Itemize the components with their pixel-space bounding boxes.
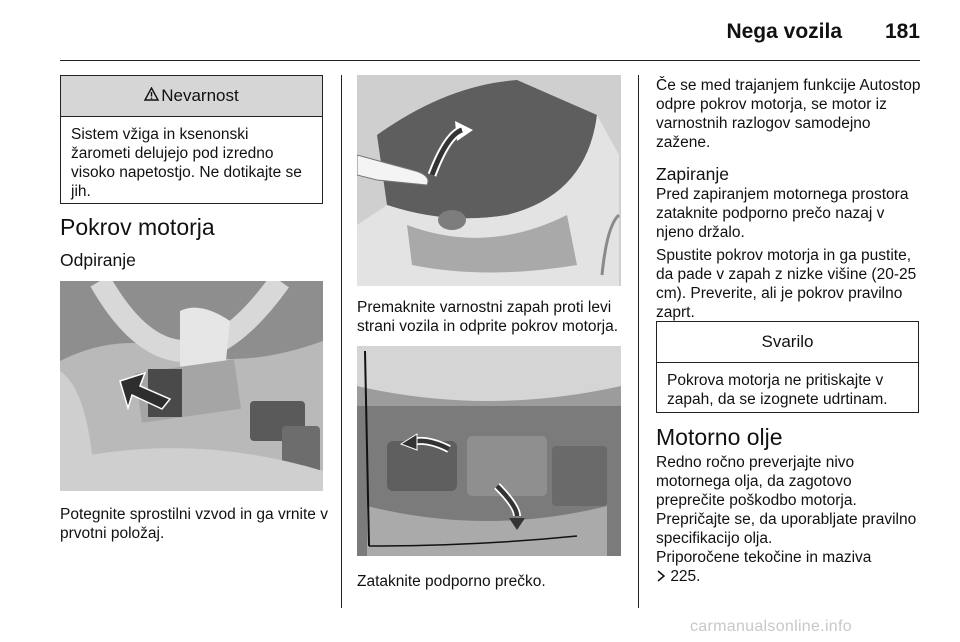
subheading-odpiranje: Odpiranje: [60, 250, 136, 270]
header-rule: [60, 60, 920, 61]
closing-paragraph-1: Pred zapiranjem motornega prostora zataknite podporno prečo nazaj v njeno držalo.: [656, 186, 909, 241]
caption-support-rod: Zataknite podporno prečko.: [357, 573, 546, 590]
closing-paragraph-2: Spustite pokrov motorja in ga pustite, da pade v zapah z nizke višine (20-25 cm). Preverite, ali je pokrov pravilno zaprt.: [656, 247, 917, 321]
support-rod-illustration: [357, 346, 621, 556]
oil-reference-page: 225.: [670, 568, 701, 585]
hood-opening-illustration: [357, 75, 621, 286]
caution-box: [656, 321, 919, 413]
section-title: Nega vozila: [726, 20, 842, 43]
watermark: carmanualsonline.info: [690, 618, 852, 635]
release-lever-illustration: [60, 281, 323, 491]
heading-pokrov-motorja: Pokrov motorja: [60, 214, 215, 240]
caution-box-text: Pokrova motorja ne pritiskajte v zapah, da se izognete udrtinam.: [667, 372, 888, 408]
caption-hood-opening: Premaknite varnostni zapah proti levi strani vozila in odprite pokrov motorja.: [357, 299, 619, 335]
caption-release-lever: Potegnite sprostilni vzvod in ga vrnite v prvotni položaj.: [60, 506, 328, 542]
column-divider-2: [638, 75, 639, 608]
danger-box: [60, 75, 323, 204]
column-divider-1: [341, 75, 342, 608]
caution-box-header: Svarilo: [657, 322, 918, 363]
danger-box-text: Sistem vžiga in ksenonski žarometi delujejo pod izredno visoko napetostjo. Ne dotikajte se jih.: [71, 126, 302, 200]
subheading-zapiranje: Zapiranje: [656, 164, 729, 184]
oil-paragraph: Redno ročno preverjajte nivo motornega olja, da zagotovo preprečite poškodbo motorja. Prepričajte se, da uporabljate pravilno specifikacijo olja.: [656, 454, 917, 547]
danger-box-title: Nevarnost: [161, 86, 239, 105]
page-reference-icon: [656, 568, 670, 585]
danger-box-header: [61, 76, 322, 117]
warning-triangle-icon: [144, 77, 159, 117]
heading-motorno-olje: Motorno olje: [656, 424, 783, 450]
page-number: 181: [884, 20, 920, 43]
autostop-paragraph: Če se med trajanjem funkcije Autostop odpre pokrov motorja, se motor iz varnostnih razlogov samodejno zažene.: [656, 77, 921, 151]
oil-reference[interactable]: [656, 567, 700, 586]
oil-reference-text: Priporočene tekočine in maziva: [656, 549, 872, 566]
